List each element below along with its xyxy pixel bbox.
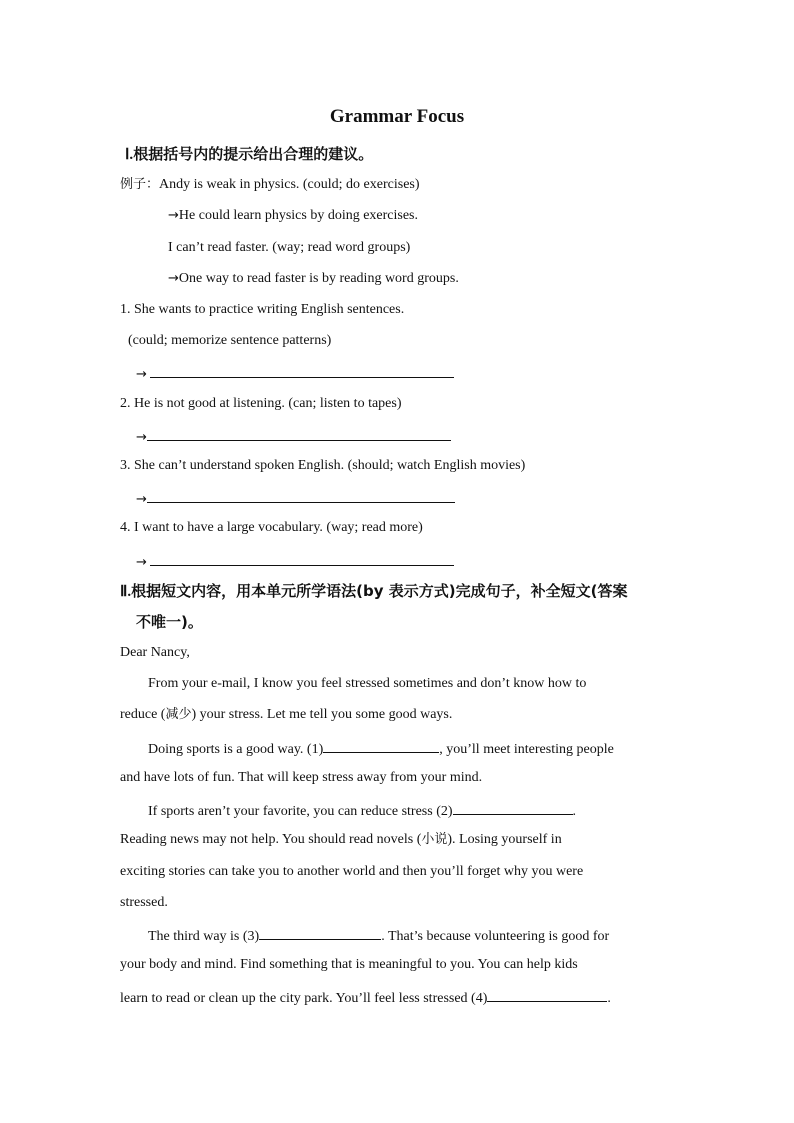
paragraph-2-line-1 — [148, 738, 614, 759]
answer-blank-3[interactable] — [147, 488, 455, 503]
section-1-title: 根据括号内的提示给出合理的建议。 — [133, 145, 374, 163]
item-1-answer — [136, 363, 454, 384]
text-segment: , you’ll meet interesting people — [439, 742, 614, 757]
section-2-title-line1: 根据短文内容，用本单元所学语法(by 表示方式)完成句子，补全短文(答案 — [131, 582, 628, 600]
item-3-prompt: 3. She can’t understand spoken English. (should; watch English movies) — [120, 458, 526, 473]
section-1-heading — [125, 144, 373, 165]
text-segment: Reading news may not help. You should read novels ( — [120, 832, 422, 847]
text-segment: ). Losing yourself in — [447, 832, 562, 847]
chinese-gloss: 减少 — [165, 707, 192, 722]
section-2-number: Ⅱ. — [120, 584, 132, 600]
item-1-hint: (could; memorize sentence patterns) — [128, 333, 332, 348]
arrow-icon: → — [136, 555, 147, 570]
section-1-number: Ⅰ. — [125, 147, 134, 163]
example-label: 例子： — [120, 177, 160, 192]
example-line-3: I can’t read faster. (way; read word groups) — [168, 240, 411, 255]
arrow-icon: → — [136, 367, 147, 382]
paragraph-3-line-2 — [120, 831, 562, 849]
text-segment: The third way is (3) — [148, 929, 260, 944]
paragraph-3-line-1 — [148, 800, 576, 821]
answer-blank-1[interactable] — [150, 363, 454, 378]
example-line-1 — [120, 176, 420, 194]
paragraph-3-line-4: stressed. — [120, 895, 168, 910]
item-2-answer — [136, 426, 451, 447]
answer-blank-4[interactable] — [150, 551, 454, 566]
paragraph-4-line-1 — [148, 925, 609, 946]
paragraph-1-line-1: From your e-mail, I know you feel stressed sometimes and don’t know how to — [148, 676, 587, 691]
paragraph-2-line-2: and have lots of fun. That will keep stress away from your mind. — [120, 770, 483, 785]
fill-blank-4[interactable] — [487, 987, 607, 1002]
arrow-icon: → — [168, 271, 179, 286]
text-segment: reduce ( — [120, 707, 166, 722]
item-1-prompt: 1. She wants to practice writing English sentences. — [120, 302, 405, 317]
arrow-icon: → — [168, 208, 179, 223]
text-segment: ) your stress. Let me tell you some good ways. — [191, 707, 453, 722]
section-2-title-line2: 不唯一)。 — [136, 613, 203, 631]
example-sentence-1: Andy is weak in physics. (could; do exercises) — [159, 177, 420, 192]
arrow-icon: → — [136, 430, 147, 445]
text-segment: Doing sports is a good way. (1) — [148, 742, 324, 757]
fill-blank-3[interactable] — [259, 925, 381, 940]
letter-salutation: Dear Nancy, — [120, 645, 190, 660]
example-sentence-2: He could learn physics by doing exercises. — [178, 208, 419, 223]
chinese-gloss: 小说 — [421, 832, 448, 847]
paragraph-4-line-3 — [120, 987, 611, 1008]
item-2-prompt: 2. He is not good at listening. (can; listen to tapes) — [120, 396, 402, 411]
paragraph-1-line-2 — [120, 706, 452, 724]
item-3-answer — [136, 488, 455, 509]
fill-blank-2[interactable] — [453, 800, 573, 815]
paragraph-3-line-3: exciting stories can take you to another world and then you’ll forget why you were — [120, 864, 584, 879]
example-line-4 — [168, 270, 459, 288]
section-2-heading — [120, 581, 627, 602]
text-segment: If sports aren’t your favorite, you can reduce stress (2) — [148, 804, 453, 819]
text-segment: . — [607, 991, 611, 1006]
paragraph-4-line-2: your body and mind. Find something that is meaningful to you. You can help kids — [120, 957, 578, 972]
item-4-prompt: 4. I want to have a large vocabulary. (way; read more) — [120, 520, 423, 535]
item-4-answer — [136, 551, 454, 572]
text-segment: . — [572, 804, 577, 819]
example-sentence-4: One way to read faster is by reading word groups. — [178, 271, 459, 286]
fill-blank-1[interactable] — [323, 738, 439, 753]
answer-blank-2[interactable] — [147, 426, 451, 441]
arrow-icon: → — [136, 492, 147, 507]
example-line-2 — [168, 207, 418, 225]
text-segment: . That’s because volunteering is good for — [381, 929, 610, 944]
text-segment: learn to read or clean up the city park. You’ll feel less stressed (4) — [120, 991, 488, 1006]
page-title: Grammar Focus — [329, 106, 465, 127]
